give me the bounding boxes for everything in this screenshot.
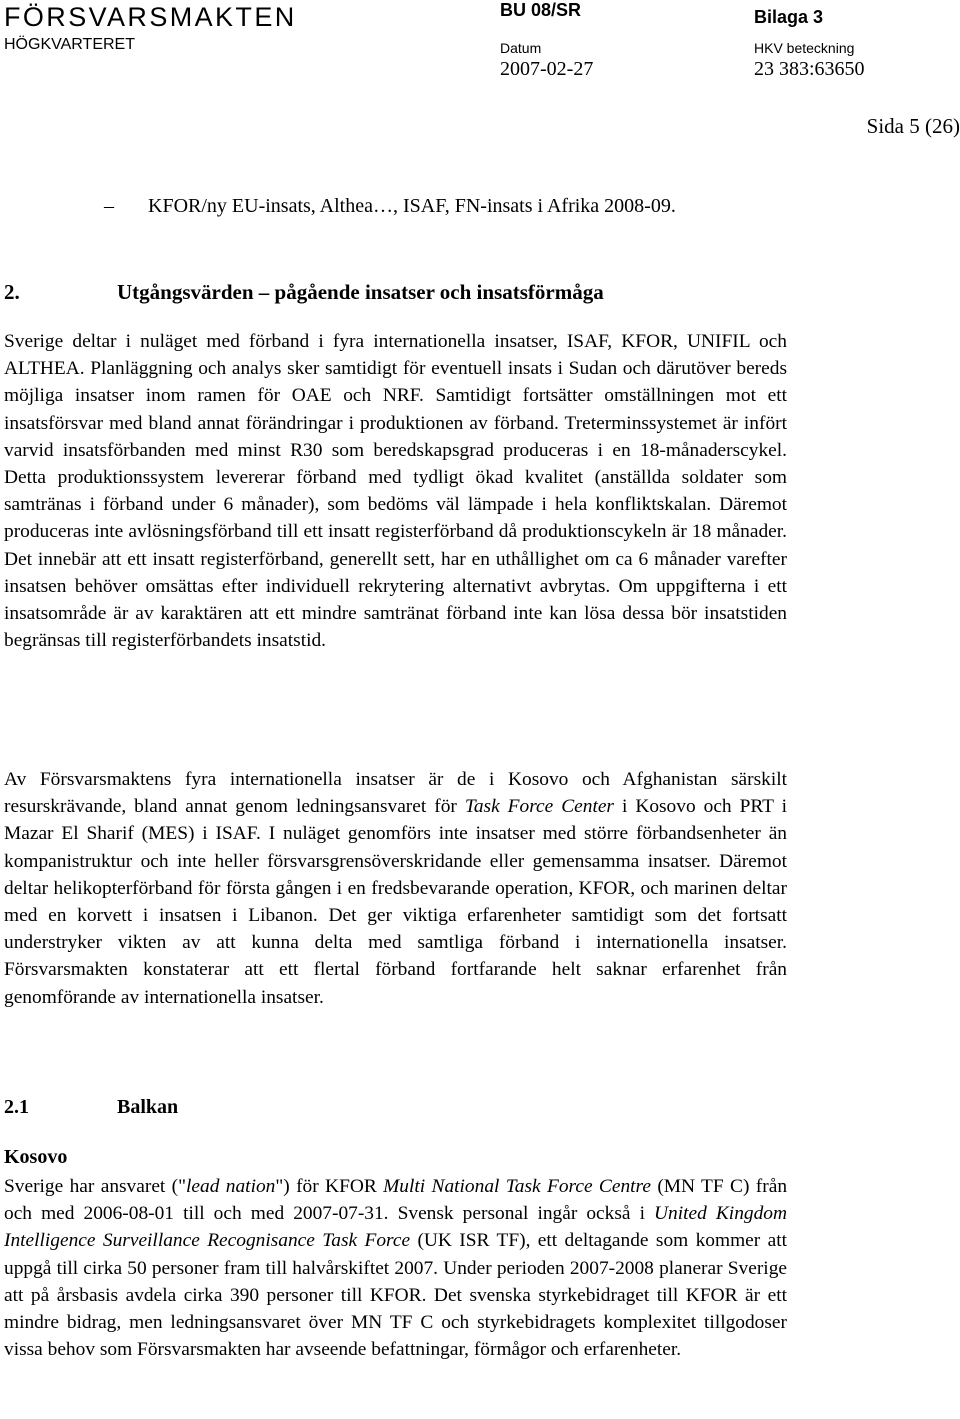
date-label: Datum: [500, 40, 542, 56]
text-run: ") för KFOR: [275, 1176, 384, 1197]
org-name: FÖRSVARSMAKTEN: [4, 2, 297, 32]
ref-value: 23 383:63650: [754, 58, 865, 80]
emphasis-run: Multi National Task Force Centre: [383, 1176, 651, 1197]
text-run: (UK ISR TF), ett deltagande som kommer att uppgå till cirka 50 personer fram till halvårskiftet 2007. Under perioden 2007-2008 planerar Sverige att på årsbasis avdela cirka 390 personer till KFOR. Det svenska styrkebidraget till KFOR är ett mindre bidrag, men ledningsansvaret över MN TF C och styrkebidragets komplexitet tillgodoser vissa behov som Försvarsmakten har avseende befattningar, förmågor och erfarenheter.: [4, 1230, 787, 1361]
doc-id: BU 08/SR: [500, 0, 582, 20]
org-unit: HÖGKVARTERET: [4, 36, 135, 53]
subheading: Kosovo: [4, 1146, 68, 1168]
emphasis-run: lead nation: [186, 1176, 276, 1197]
date-value: 2007-02-27: [500, 58, 594, 80]
text-run: Sverige har ansvaret (": [4, 1176, 187, 1197]
text-run: i Kosovo och PRT i Mazar El Sharif (MES) i ISAF. I nuläget genomförs inte insatser med större förbandsenheter än kompanistruktur och inte heller försvarsgrensöverskridande eller gemensamma insatser. Däremot deltar helikopterförband för första gången i en fredsbevarande operation, KFOR, och marinen deltar med en korvett i insatsen i Libanon. Det ger viktiga erfarenheter samtidigt som det fortsatt understryker vikten av att kunna delta med samtliga förband i internationella insatser. Försvarsmakten konstaterar att ett flertal förband fortfarande helt saknar erfarenhet från genomförande av internationella insatser.: [4, 796, 787, 1008]
paragraph: [4, 1173, 787, 1363]
ref-label: HKV beteckning: [754, 40, 855, 56]
annex-label: Bilaga 3: [754, 7, 824, 27]
paragraph: [4, 766, 787, 1011]
section-number: 2.: [4, 280, 20, 304]
emphasis-run: Task Force Center: [464, 796, 614, 818]
page-number: Sida 5 (26): [866, 114, 960, 138]
emphasis-run: United Kingdom Intelligence Surveillance Recognisance Task Force: [4, 1203, 787, 1252]
bullet-dash: –: [104, 195, 114, 217]
subsection-title: Balkan: [117, 1096, 179, 1118]
text-run: (MN TF C) från och med 2006-08-01 till och med 2007-07-31. Svensk personal ingår också i: [4, 1176, 788, 1225]
paragraph: Sverige deltar i nuläget med förband i fyra internationella insatser, ISAF, KFOR, UNIFIL och ALTHEA. Planläggning och analys sker samtidigt för eventuell insats i Sudan och därutöver bereds möjliga insatser inom ramen för OAE och NRF. Samtidigt fortsätter omställningen mot ett insatsförsvar med bland annat förändringar i produktionen av förband. Treterminssystemet är infört varvid insatsförbanden med minst R30 som beredskapsgrad produceras i en 18-månaderscykel. Detta produktionssystem levererar förband med tydligt ökad kvalitet (anställda soldater som samtränas i förband under 6 månader), som bedöms väl lämpade i hela konfliktskalan. Däremot produceras inte avlösningsförband till ett insatt registerförband då produktionscykeln är 18 månader. Det innebär att ett insatt registerförband, generellt sett, har en uthållighet om ca 6 månader varefter insatsen behöver omsättas efter individuell rekrytering alternativt avbrytas. Om uppgifterna i ett insatsområde är av karaktären att ett mindre samtränat förband inte kan lösa dessa bör insatstiden begränsas till registerförbandets insatstid.: [4, 331, 787, 652]
section-title: Utgångsvärden – pågående insatser och insatsförmåga: [117, 280, 604, 304]
bullet-text: KFOR/ny EU-insats, Althea…, ISAF, FN-insats i Afrika 2008-09.: [148, 195, 676, 217]
subsection-number: 2.1: [4, 1096, 29, 1118]
text-run: Av Försvarsmaktens fyra internationella insatser är de i Kosovo och Afghanistan särskilt resurskrävande, bland annat genom ledningsansvaret för: [4, 769, 787, 818]
